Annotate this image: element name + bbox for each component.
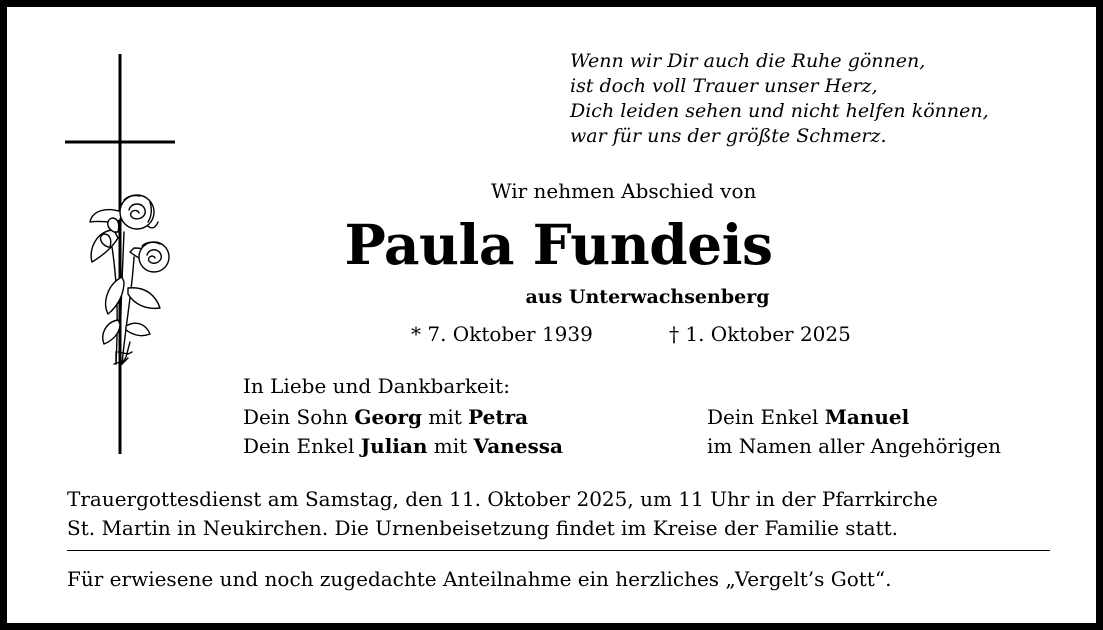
mourner-name: Petra [468, 405, 529, 429]
mourner-name: Manuel [824, 405, 910, 429]
relation-text: Dein Enkel [243, 434, 361, 458]
connector-text: mit [427, 434, 474, 458]
mourner-name: Georg [354, 405, 423, 429]
memorial-poem [570, 49, 989, 149]
death-date: † 1. Oktober 2025 [669, 322, 851, 346]
mourner-line [243, 405, 528, 429]
thanks-note: Für erwiesene und noch zugedachte Anteilnahme ein herzliches „Vergelt’s Gott“. [67, 567, 892, 591]
funeral-service-info [67, 485, 938, 543]
birth-date: * 7. Oktober 1939 [411, 322, 593, 346]
poem-line: war für uns der größte Schmerz. [570, 125, 887, 147]
poem-line: Dich leiden sehen und nicht helfen können, [570, 100, 989, 122]
farewell-intro: Wir nehmen Abschied von [491, 179, 757, 203]
relation-text: Dein Enkel [707, 405, 825, 429]
divider [67, 550, 1050, 551]
mourner-name: Vanessa [473, 434, 563, 458]
connector-text: mit [422, 405, 469, 429]
relation-text: Dein Sohn [243, 405, 355, 429]
poem-line: ist doch voll Trauer unser Herz, [570, 75, 878, 97]
mourners-heading: In Liebe und Dankbarkeit: [243, 374, 510, 398]
mourner-name: Julian [360, 434, 428, 458]
poem-line: Wenn wir Dir auch die Ruhe gönnen, [570, 50, 926, 72]
service-line: St. Martin in Neukirchen. Die Urnenbeisetzung findet im Kreise der Familie statt. [67, 516, 898, 540]
deceased-name: Paula Fundeis [344, 212, 773, 277]
mourner-line: im Namen aller Angehörigen [707, 434, 1002, 458]
deceased-origin: aus Unterwachsenberg [525, 286, 770, 308]
mourner-line [707, 405, 909, 429]
service-line: Trauergottesdienst am Samstag, den 11. Oktober 2025, um 11 Uhr in der Pfarrkirche [67, 487, 938, 511]
mourner-line [243, 434, 563, 458]
